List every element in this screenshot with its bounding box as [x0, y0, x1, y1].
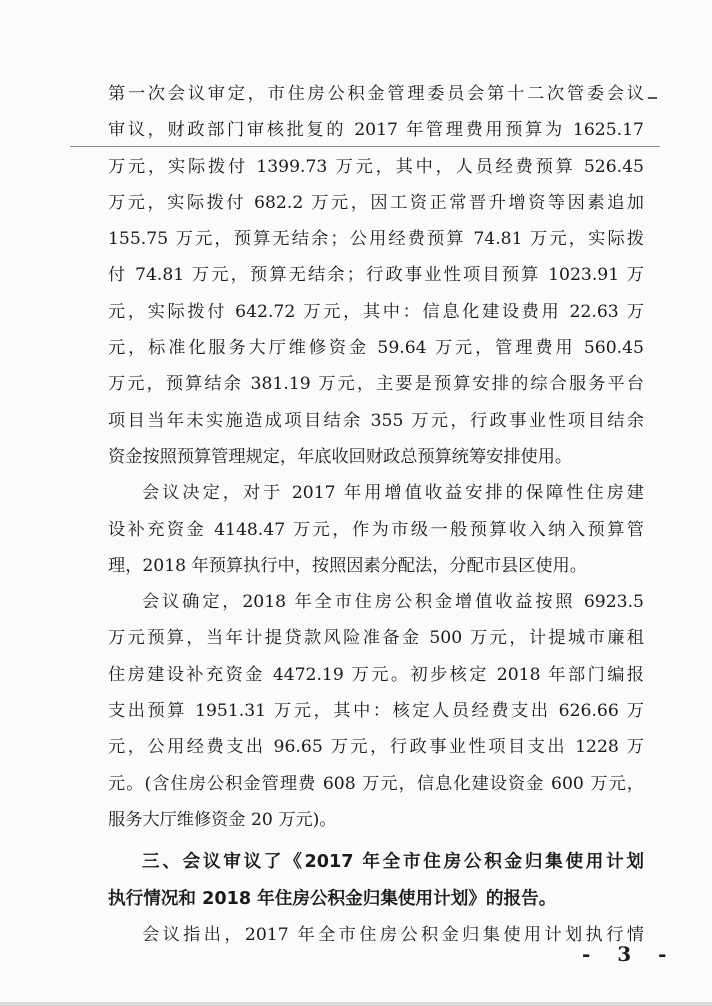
page-number: - 3 -: [582, 942, 677, 966]
paragraph-line: 155.75 万元，预算无结余；公用经费预算 74.81 万元，实际拨: [108, 229, 644, 250]
paragraph-line: 付 74.81 万元，预算无结余；行政事业性项目预算 1023.91 万: [108, 265, 644, 286]
section-heading-line: 执行情况和 2018 年住房公积金归集使用计划》的报告。: [108, 888, 557, 909]
paragraph-line: 元，标准化服务大厅维修资金 59.64 万元，管理费用 560.45: [108, 338, 644, 359]
paragraph-line: 资金按照预算管理规定，年底收回财政总预算统筹安排使用。: [108, 446, 573, 467]
paragraph-line: 万元预算，当年计提贷款风险准备金 500 万元，计提城市廉租: [108, 628, 644, 649]
paragraph-line: 第一次会议审定，市住房公积金管理委员会第十二次管委会议: [108, 84, 644, 104]
paragraph-line: 元，实际拨付 642.72 万元，其中：信息化建设费用 22.63 万: [108, 301, 644, 322]
body-text: [108, 76, 644, 953]
paragraph-line: 万元，实际拨付 682.2 万元，因工资正常晋升增资等因素追加: [108, 192, 644, 213]
paragraph-line: 设补充资金 4148.47 万元，作为市级一般预算收入纳入预算管: [108, 519, 644, 540]
paragraph-line: 审议，财政部门审核批复的 2017 年管理费用预算为 1625.17: [108, 120, 644, 141]
paragraph-line: 会议指出，2017 年全市住房公积金归集使用计划执行情: [142, 924, 644, 945]
scan-bottom-edge: [0, 1002, 712, 1006]
scan-edge-mark: [648, 97, 657, 99]
paragraph-line: 元，公用经费支出 96.65 万元，行政事业性项目支出 1228 万: [108, 737, 644, 758]
paragraph-line: 会议确定，2018 年全市住房公积金增值收益按照 6923.5: [142, 592, 644, 613]
paragraph-line: 元。(含住房公积金管理费 608 万元，信息化建设资金 600 万元，: [108, 773, 644, 794]
paragraph-line: 住房建设补充资金 4472.19 万元。初步核定 2018 年部门编报: [108, 664, 644, 685]
paragraph-line: 项目当年未实施造成项目结余 355 万元，行政事业性项目结余: [108, 410, 644, 431]
paragraph-line: 服务大厅维修资金 20 万元)。: [108, 809, 337, 830]
paragraph-line: 万元，预算结余 381.19 万元，主要是预算安排的综合服务平台: [108, 374, 644, 395]
paragraph-line: 万元，实际拨付 1399.73 万元，其中，人员经费预算 526.45: [108, 156, 644, 177]
paragraph-line: 理，2018 年预算执行中，按照因素分配法，分配市县区使用。: [108, 555, 587, 576]
section-heading-line: 三、会议审议了《2017 年全市住房公积金归集使用计划: [142, 852, 644, 873]
paragraph-line: 支出预算 1951.31 万元，其中：核定人员经费支出 626.66 万: [108, 701, 644, 722]
paragraph-line: 会议决定，对于 2017 年用增值收益安排的保障性住房建: [142, 483, 644, 504]
